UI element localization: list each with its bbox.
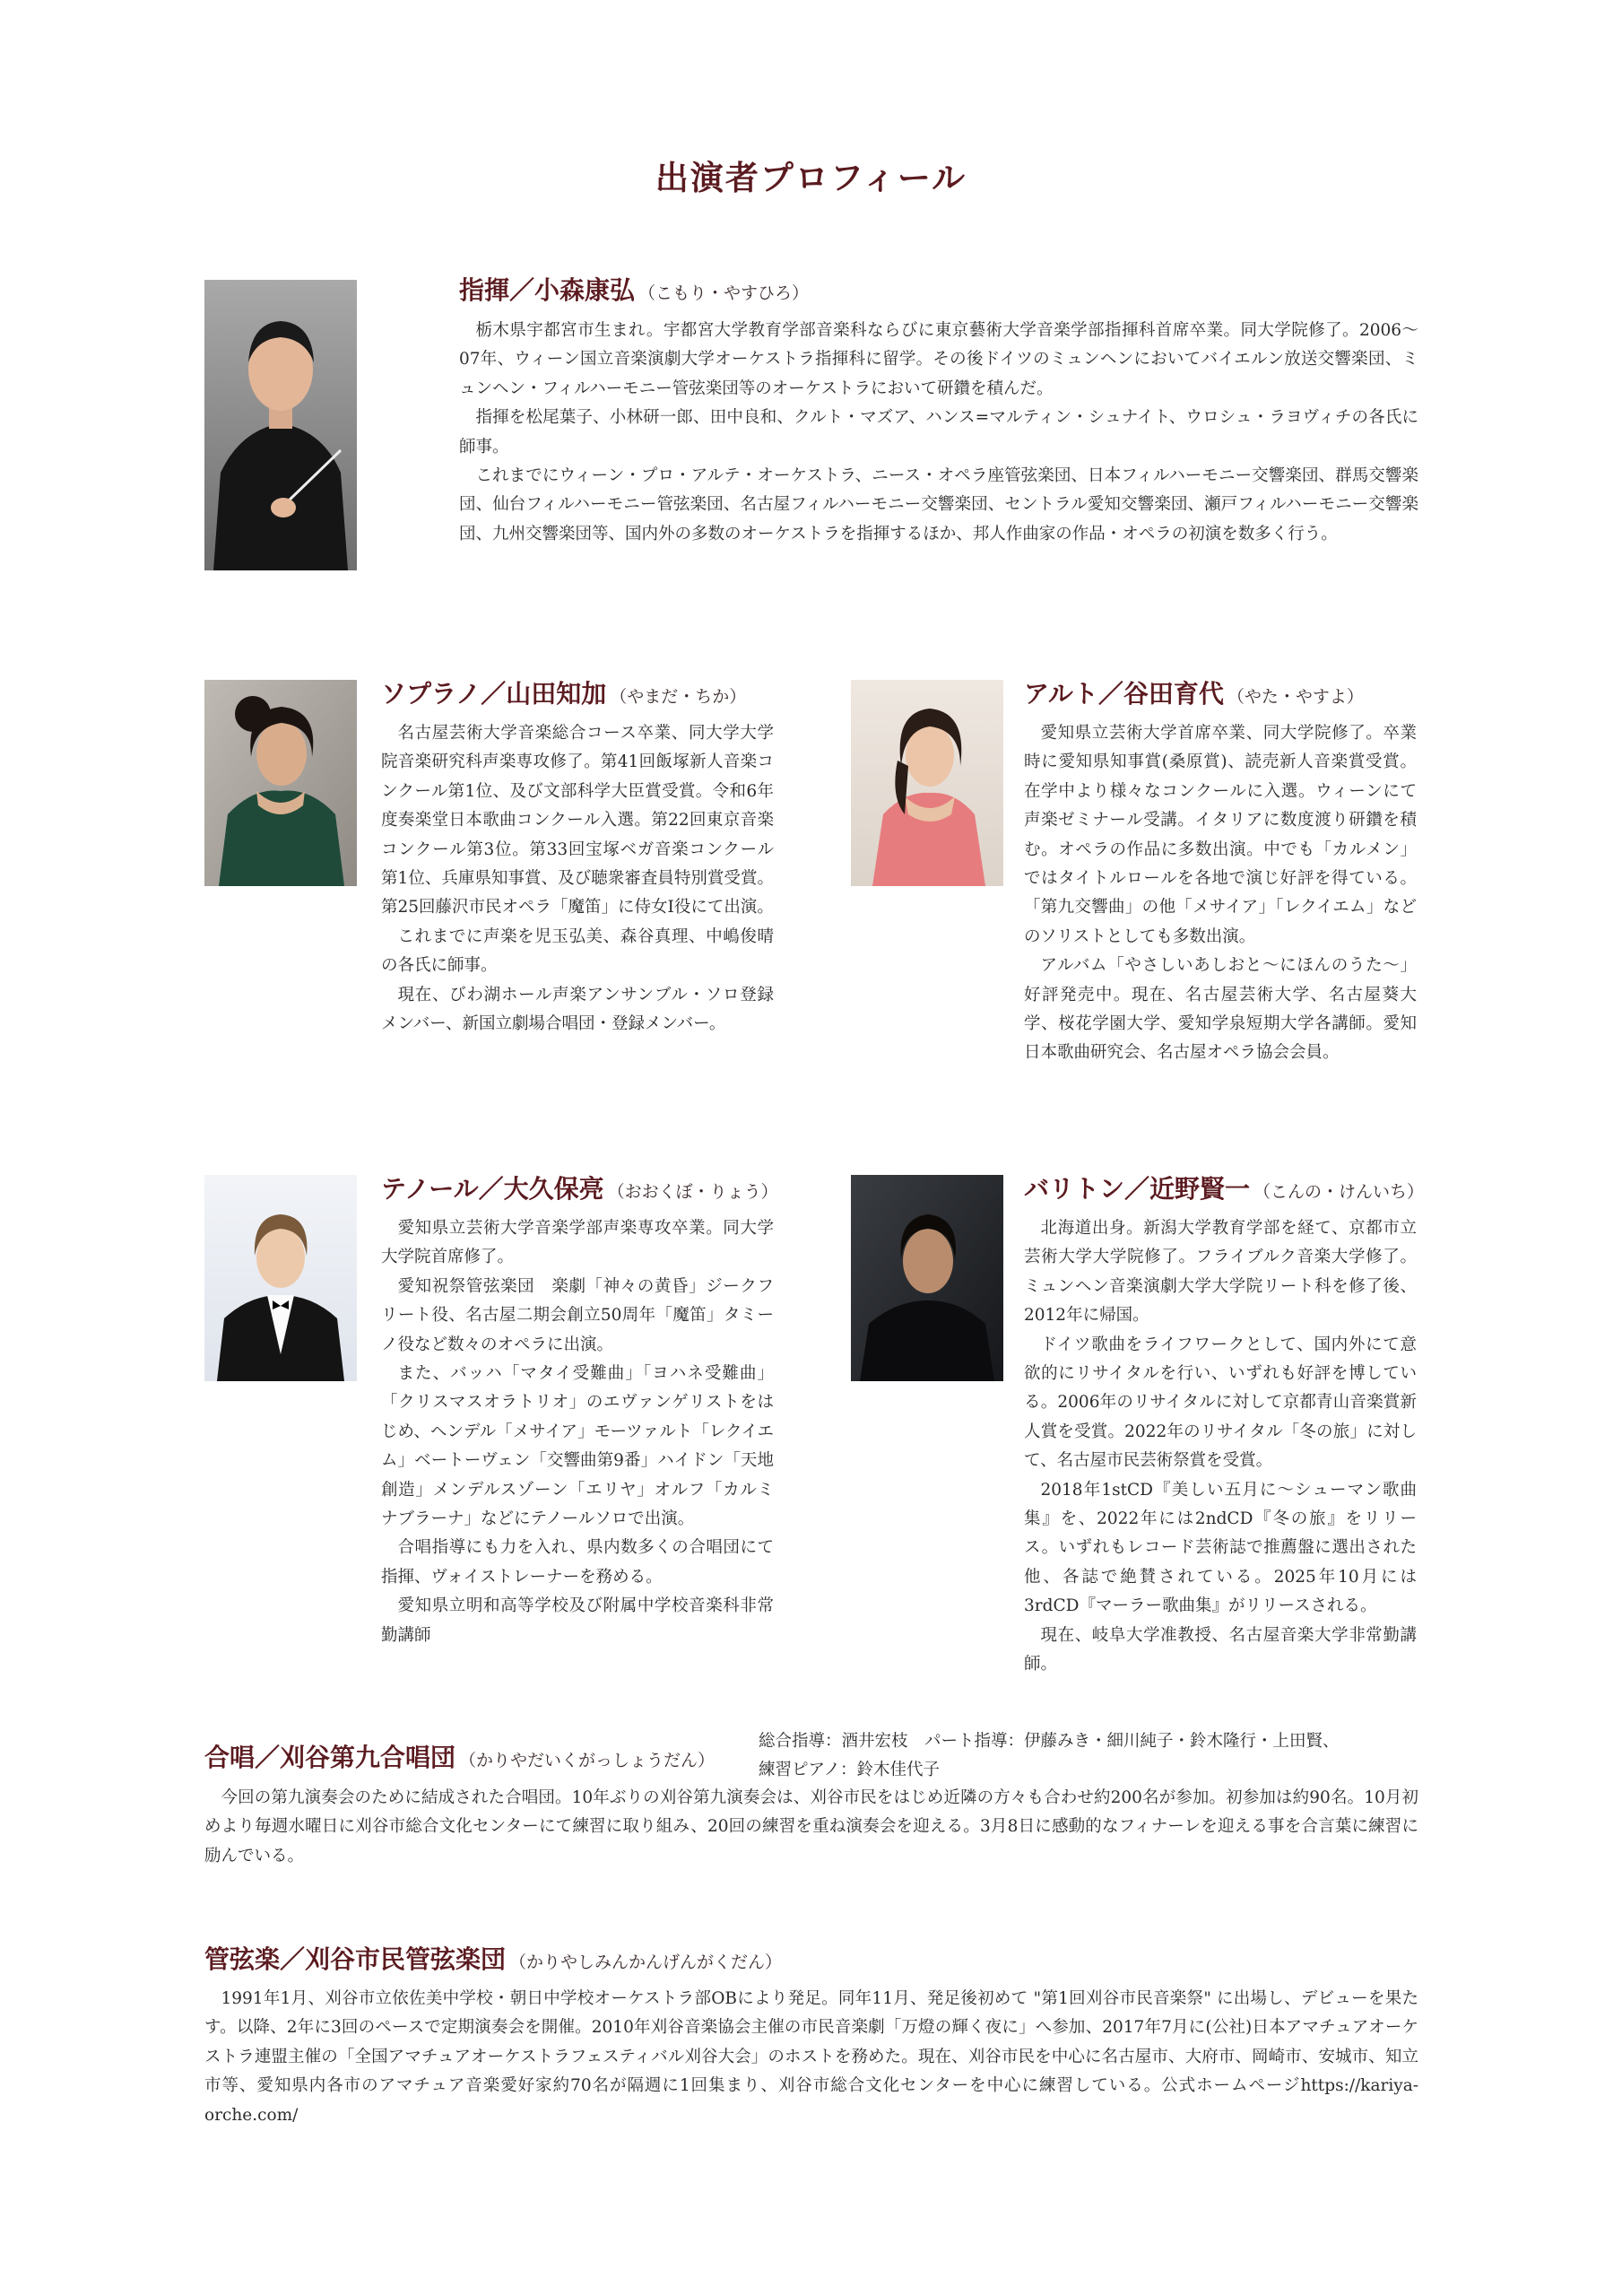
baritone-bio [1024, 1214, 1417, 1680]
orchestra-bio-paragraph: 1991年1月、刈谷市立依佐美中学校・朝日中学校オーケストラ部OBにより発足。同年11月、発足後初めて "第1回刈谷市民音楽祭" に出場し、デビューを果たす。以降、2年に3回のペースで定期演奏会を開催。2010年刈谷音楽協会主催の市民音楽劇「万燈の輝く夜に」へ参加、2017年7月に(公社)日本アマチュアオーケストラ連盟主催の「全国アマチュアオーケストラフェスティバル刈谷大会」のホストを務めた。現在、刈谷市民を中心に名古屋市、大府市、岡崎市、安城市、知立市等、愛知県内各市のアマチュア音楽愛好家約70名が隔週に1回集まり、刈谷市総合文化センターを中心に練習している。公式ホームページhttps://kariya-orche.com/ [204, 1989, 1418, 2125]
baritone-role: バリトン [1024, 1174, 1125, 1204]
orchestra-bio [204, 1985, 1418, 2130]
choir-directors-line: 総合指導：酒井宏枝 パート指導：伊藤みき・細川純子・鈴木隆行・上田賢、 [759, 1732, 1340, 1751]
baritone-bio-paragraph: 北海道出身。新潟大学教育学部を経て、京都市立芸術大学大学院修了。フライブルク音楽大学修了。ミュンヘン音楽演劇大学大学院リート科を修了後、2012年に帰国。 [1024, 1219, 1417, 1326]
conductor-reading: （こもり・やすひろ） [638, 283, 810, 303]
orchestra-name-line [204, 1944, 783, 1974]
conductor-bio-paragraph: 栃木県宇都宮市生まれ。宇都宮大学教育学部音楽科ならびに東京藝術大学音楽学部指揮科首席卒業。同大学院修了。2006〜07年、ウィーン国立音楽演劇大学オーケストラ指揮科に留学。その後ドイツのミュンヘンにおいてバイエルン放送交響楽団、ミュンヘン・フィルハーモニー管弦楽団等のオーケストラにおいて研鑽を積んだ。 [459, 321, 1419, 398]
alto-name: 谷田育代 [1123, 679, 1224, 709]
alto-name-line [1024, 679, 1364, 709]
choir-bio-paragraph: 今回の第九演奏会のために結成された合唱団。10年ぶりの刈谷第九演奏会は、刈谷市民をはじめ近隣の方々も合わせ約200名が参加。初参加は約90名。10月初めより毎週水曜日に刈谷市総合文化センターにて練習に取り組み、20回の練習を重ね演奏会を迎える。3月8日に感動的なフィナーレを迎える事を合言葉に練習に励んでいる。 [204, 1788, 1418, 1866]
alto-bio-paragraph: アルバム「やさしいあしおと〜にほんのうた〜」好評発売中。現在、名古屋芸術大学、名古屋葵大学、桜花学園大学、愛知学泉短期大学各講師。愛知日本歌曲研究会、名古屋オペラ協会会員。 [1024, 956, 1417, 1063]
soprano-bio-paragraph: 名古屋芸術大学音楽総合コース卒業、同大学大学院音楽研究科声楽専攻修了。第41回飯塚新人音楽コンクール第1位、及び文部科学大臣賞受賞。令和6年度奏楽堂日本歌曲コンクール入選。第22回東京音楽コンクール第3位。第33回宝塚ベガ音楽コンクール第1位、兵庫県知事賞、及び聴衆審査員特別賞受賞。第25回藤沢市民オペラ「魔笛」に侍女Ⅰ役にて出演。 [381, 724, 774, 918]
page-title: 出演者プロフィール [655, 158, 967, 197]
baritone-separator: ／ [1124, 1174, 1150, 1204]
alto-reading: （やた・やすよ） [1227, 687, 1364, 707]
soprano-name: 山田知加 [506, 679, 607, 709]
tenor-bio-paragraph: 愛知県立明和高等学校及び附属中学校音楽科非常勤講師 [381, 1596, 774, 1645]
tenor-role: テノール [381, 1174, 479, 1204]
choir-role: 合唱 [204, 1743, 256, 1772]
alto-bio-paragraph: 愛知県立芸術大学首席卒業、同大学院修了。卒業時に愛知県知事賞(桑原賞)、読売新人音楽賞受賞。在学中より様々なコンクールに入選。ウィーンにて声楽ゼミナール受講。イタリアに数度渡り研鑽を積む。オペラの作品に多数出演。中でも「カルメン」ではタイトルロールを各地で演じ好評を得ている。「第九交響曲」の他「メサイア」「レクイエム」などのソリストとしても多数出演。 [1024, 724, 1417, 946]
alto-bio [1024, 719, 1417, 1068]
baritone-name: 近野賢一 [1149, 1174, 1251, 1204]
choir-directors-line: 練習ピアノ：鈴木佳代子 [759, 1761, 941, 1779]
baritone-bio-paragraph: 2018年1stCD『美しい五月に〜シューマン歌曲集』を、2022年には2ndCD『冬の旅』をリリース。いずれもレコード芸術誌で推薦盤に選出された他、各誌で絶賛されている。2025年10月には3rdCD『マーラー歌曲集』がリリースされる。 [1024, 1480, 1417, 1616]
conductor-bio-paragraph: これまでにウィーン・プロ・アルテ・オーケストラ、ニース・オペラ座管弦楽団、日本フィルハーモニー交響楽団、群馬交響楽団、仙台フィルハーモニー管弦楽団、名古屋フィルハーモニー交響楽団、セントラル愛知交響楽団、瀬戸フィルハーモニー交響楽団、九州交響楽団等、国内外の多数のオーケストラを指揮するほか、邦人作曲家の作品・オペラの初演を数多く行う。 [459, 466, 1418, 544]
choir-separator: ／ [255, 1743, 281, 1772]
choir-directors [759, 1727, 1340, 1785]
conductor-name: 小森康弘 [534, 275, 636, 305]
tenor-photo [204, 1175, 357, 1381]
tenor-bio-paragraph: 愛知祝祭管弦楽団 楽劇「神々の黄昏」ジークフリート役、名古屋二期会創立50周年「魔笛」タミーノ役など数々のオペラに出演。 [381, 1276, 774, 1354]
orchestra-role: 管弦楽 [204, 1944, 281, 1974]
tenor-bio [381, 1214, 774, 1650]
tenor-name-line [381, 1174, 778, 1204]
tenor-reading: （おおくぼ・りょう） [607, 1182, 778, 1202]
conductor-role: 指揮 [459, 275, 510, 305]
baritone-reading: （こんの・けんいち） [1253, 1182, 1425, 1202]
soprano-separator: ／ [481, 679, 507, 709]
alto-separator: ／ [1097, 679, 1123, 709]
orchestra-separator: ／ [280, 1944, 306, 1974]
tenor-separator: ／ [478, 1174, 504, 1204]
conductor-name-line [459, 275, 810, 305]
tenor-name: 大久保亮 [503, 1174, 604, 1204]
conductor-photo [204, 280, 357, 570]
soprano-reading: （やまだ・ちか） [610, 687, 747, 707]
baritone-bio-paragraph: ドイツ歌曲をライフワークとして、国内外にて意欲的にリサイタルを行い、いずれも好評を博している。2006年のリサイタルに対して京都青山音楽賞新人賞を受賞。2022年のリサイタル「冬の旅」に対して、名古屋市民芸術祭賞を受賞。 [1024, 1335, 1417, 1471]
orchestra-reading: （かりやしみんかんげんがくだん） [509, 1952, 783, 1972]
choir-name: 刈谷第九合唱団 [280, 1743, 456, 1772]
tenor-bio-paragraph: 愛知県立芸術大学音楽学部声楽専攻卒業。同大学大学院首席修了。 [381, 1219, 774, 1267]
choir-bio [204, 1784, 1418, 1871]
choir-name-line [204, 1745, 715, 1770]
tenor-bio-paragraph: 合唱指導にも力を入れ、県内数多くの合唱団にて指揮、ヴォイストレーナーを務める。 [381, 1538, 774, 1587]
baritone-name-line [1024, 1174, 1425, 1204]
soprano-bio-paragraph: 現在、びわ湖ホール声楽アンサンブル・ソロ登録メンバー、新国立劇場合唱団・登録メンバー。 [381, 985, 774, 1034]
tenor-bio-paragraph: また、バッハ「マタイ受難曲」「ヨハネ受難曲」「クリスマスオラトリオ」のエヴァンゲリストをはじめ、ヘンデル「メサイア」モーツァルト「レクイエム」ベートーヴェン「交響曲第9番」ハイドン「天地創造」メンデルスゾーン「エリヤ」オルフ「カルミナブラーナ」などにテノールソロで出演。 [381, 1364, 774, 1529]
baritone-photo [851, 1175, 1003, 1381]
conductor-separator: ／ [509, 275, 535, 305]
soprano-name-line [381, 679, 747, 709]
orchestra-name: 刈谷市民管弦楽団 [305, 1944, 507, 1974]
soprano-role: ソプラノ [381, 679, 481, 709]
soprano-bio-paragraph: これまでに声楽を児玉弘美、森谷真理、中嶋俊晴の各氏に師事。 [381, 926, 774, 976]
soprano-photo [204, 680, 357, 886]
alto-role: アルト [1024, 679, 1098, 709]
choir-reading: （かりやだいくがっしょうだん） [459, 1751, 716, 1770]
alto-photo [851, 680, 1003, 886]
conductor-bio-paragraph: 指揮を松尾葉子、小林研一郎、田中良和、クルト・マズア、ハンス=マルティン・シュナイト、ウロシュ・ラヨヴィチの各氏に師事。 [459, 408, 1418, 457]
baritone-bio-paragraph: 現在、岐阜大学准教授、名古屋音楽大学非常勤講師。 [1024, 1625, 1417, 1674]
soprano-bio [381, 719, 774, 1039]
conductor-bio [459, 317, 1418, 549]
